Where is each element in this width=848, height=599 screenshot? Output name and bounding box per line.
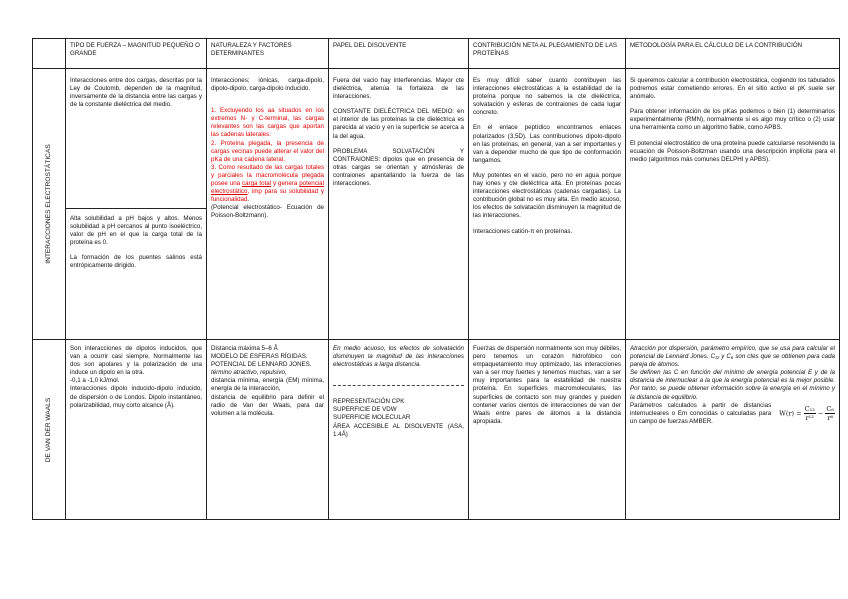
header-contribution: CONTRIBUCIÓN NETA AL PLEGAMIENTO DE LAS PROTEÍNAS <box>469 39 626 69</box>
vdw-solvent: En medio acuoso, los efectos de solvatación disminuyen la magnitud de las interacciones electrostáticas a larga distancia. REPRESENTACIÓN CPK SUPERFICIE DE VDW SUPERFICIE MOLECULAR ÁREA ACCESIBLE AL DISOLVENTE (ASA, 1.4Å) <box>329 340 469 520</box>
header-row <box>33 39 840 69</box>
electrostatic-solvent: Fuera del vacio hay interferencias. Mayor cte dieléctrica, atenúa la fortaleza de las interacciones. CONSTANTE DIELÉCTRICA DEL MEDIO: en el interior de las proteínas la cte dieléctrica es parecida al vacio y en la superficie se acerca a la del agua. PROBLEMA SOLVATACIÓN Y CONTRAIONES: dipolos que en presencia de otras cargas se orientan y atmósferas de contraiones apantallando la fuerza de las interacciones. <box>329 69 469 340</box>
forces-table <box>32 38 840 520</box>
nature-red-3: 3. Como resultado de las cargas totales y parciales la macromolécula plegada posee una carga total y genera potencial electrostático, imp para su solubilidad y funcionalidad. <box>211 163 324 204</box>
nature-red-1: 1. Excluyendo los aa situados en los extremos N- y C-terminal, las cargas relevantes son las cargas que aportan las cadenas laterales. <box>211 107 324 139</box>
electrostatic-nature: Interacciones; iónicas, carga-dipolo, dipolo-dipolo, carga-dipolo inducido. 1. Excluyendo los aa situados en los extremos N- y C-terminal, las cargas relevantes son las cargas que aportan las cadenas laterales. 2. Proteína plegada, la presencia de cargas vecinas puede alterar el valor del pKa de una cadena lateral. 3. Como resultado de las cargas totales y parciales la macromolécula plegada posee una carga total y genera potencial electrostático, imp para su solubilidad y funcionalidad. (Potencial electrostático- Ecuación de Poisson-Boltzmann). <box>207 69 329 340</box>
electrostatic-label-cell <box>33 69 66 340</box>
header-nature: NATURALEZA Y FACTORES DETERMINANTES <box>207 39 329 69</box>
header-methodology: METODOLOGÍA PARA EL CÁLCULO DE LA CONTRIBUCIÓN <box>626 39 840 69</box>
vdw-contribution: Fuerzas de dispersión normalmente son muy débiles, pero tenemos un corazón hidrofóbico con empaquetamiento muy optimizado, las interacciones van a ser muy fuertes y tenemos muchas, van a ser muy importantes para la estabilidad de nuestra proteína. En superficies macromoleculares, las superficies de contacto son muy grandes y pueden contener varios cientos de interacciones de van der Waals entre pares de átomos a la distancia apropiada. <box>469 340 626 520</box>
dashed-divider <box>333 385 464 386</box>
electrostatic-method: Si queremos calcular a contribución electrostática, cogiendo los tabulados podremos estar cometiendo errores. En el sitio activo el pK suele ser anómalo. Para obtener información de los pKas podemos o bien (1) determinarlos experimentalmente (RMN), normalmente si es algo muy crítico o (2) usar una herramienta como un algoritmo fiable, como APBS. El potencial electrostático de una proteína puede calcularse resolviendo la ecuación de Poisson-Boltzman usando una descripción implícita para el medio (algoritmos más comunes DELPHI y APBS). <box>626 69 840 340</box>
electrostatic-label: INTERACCIONES ELECTROSTÁTICAS <box>44 144 52 264</box>
electrostatic-row-top <box>33 69 840 209</box>
vdw-type: Son interacciones de dipolos inducidos, que van a ocurrir casi siempre. Normalmente las dos son apolares y la polarización de una induce un dipolo en la otra. -0,1 a -1,0 kJ/mol. Interacciones dipolo inducido-dipolo inducido, de dispersión o de Londos. Dipolo instantáneo, polarizabilidad, muy corto alcance (Å). <box>66 340 207 520</box>
corner-cell <box>33 39 66 69</box>
nature-reference: (Potencial electrostático- Ecuación de Poisson-Boltzmann). <box>211 204 324 220</box>
method-formula-block: Parámetros calculados a partir de distancias internucleares o Em conocidas o calculadas para un campo de fuerzas AMBER. W(r) = $\frac{\text{C₁₂}}{\text{r¹²}}$ − $\frac{\text{C₆}}{\text{r⁶}}$ <box>630 401 834 425</box>
header-solvent: PAPEL DEL DISOLVENTE <box>329 39 469 69</box>
lennard-jones-formula: W(r) = $\frac{\text{C₁₂}}{\text{r¹²}}$ − $\frac{\text{C₆}}{\text{r⁶}}$ <box>779 405 834 423</box>
vdw-row <box>33 340 840 520</box>
vdw-nature: Distancia máxima 5–6 Å MODELO DE ESFERAS RÍGIDAS. POTENCIAL DE LENNARD JONES. término atractivo, repulsivo, distancia mínima, energía (EM) mínima, energía de la interacción, distancia de equilibrio para definir el radio de Van der Waals, para dar volumen a la molécula. <box>207 340 329 520</box>
header-force-type: TIPO DE FUERZA – MAGNITUD PEQUEÑO O GRANDE <box>66 39 207 69</box>
electrostatic-type-bottom: Alta solubilidad a pH bajos y altos. Menos solubilidad a pH cercanos al punto isoeléctrico, valor de pH en el que la carga total de la proteína es 0. La formación de los puentes salinos está entrópicamente dirigido. <box>66 209 207 340</box>
vdw-method: Atracción por dispersión, parámetro empírico, que se usa para calcular el potencial de Lennard Jones. C₁₂ y C₆ son ctes que se obtienen para cada pareja de átomos. Se definen las C en función del mínimo de energía potencial E y de la distancia de internuclear a la que la energía potencial es la mejor posible. Por tanto, se puede obtener información sobre la energía en el mínimo y la distancia de equilibrio. Parámetros calculados a partir de distancias internucleares o Em conocidas o calculadas para un campo de fuerzas AMBER. W(r) = $\frac{\text{C₁₂}}{\text{r¹²}}$ − $\frac{\text{C₆}}{\text{r⁶}}$ <box>626 340 840 520</box>
electrostatic-type-top: Interacciones entre dos cargas, descritas por la Ley de Coulomb, dependen de la magnitud, inversamente de la distancia entre las cargas y de la constante dieléctrica del medio. <box>66 69 207 209</box>
electrostatic-contribution: Es muy difícil saber cuanto contribuyen las interacciones electrostáticas a la estabilidad de la proteína porque no sabemos la cte dieléctrica, solvatación y esferas de contraiones de cada lugar concreto. En el enlace peptídico encontramos enlaces polarizados (3,5D). Las contribuciones dipolo-dipolo en las proteínas, en general, van a ser importantes y van a depender mucho de que tipo de conformación tengamos. Muy potentes en el vacío, pero no en agua porque hay iones y cte dieléctrica alta. En proteínas pocas interacciones electrostáticas (cadenas cargadas). La contribución global no es muy alta. En medio acuoso, los efectos de solvatación disminuyen la magnitud de las interacciones. Interacciones catión-π en proteínas. <box>469 69 626 340</box>
vdw-label: DE VAN DER WAALS <box>44 397 52 462</box>
vdw-label-cell <box>33 340 66 520</box>
nature-red-2: 2. Proteína plegada, la presencia de cargas vecinas puede alterar el valor del pKa de una cadena lateral. <box>211 139 324 163</box>
